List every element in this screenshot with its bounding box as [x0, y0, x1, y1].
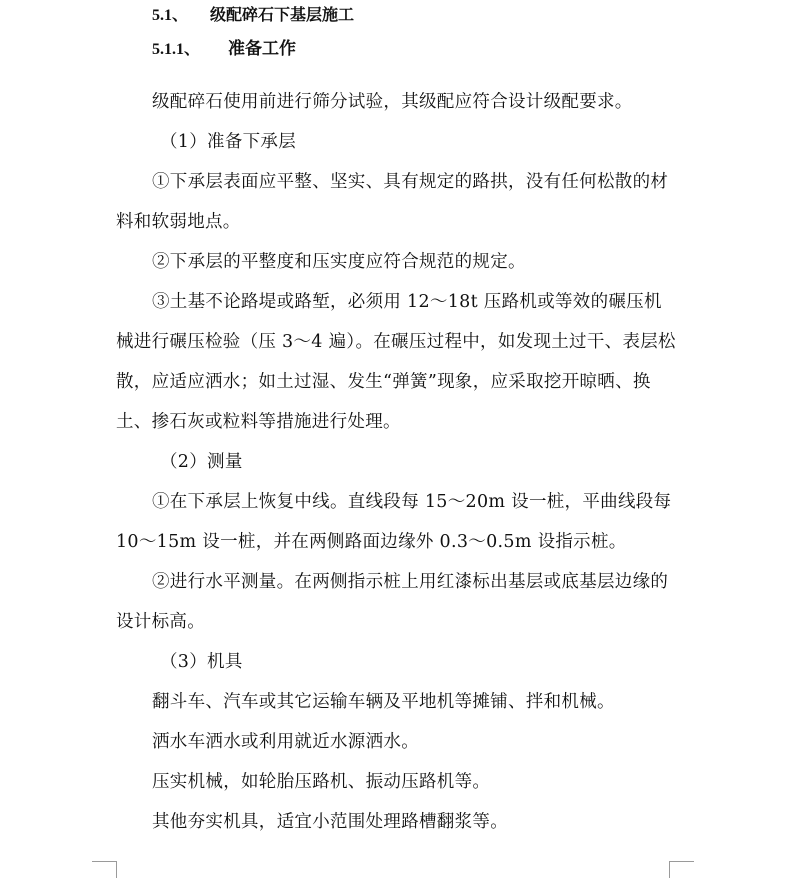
- page-corner-mark-left: [92, 861, 117, 878]
- paragraph-base-surface: ①下承层表面应平整、坚实、具有规定的路拱，没有任何松散的材料和软弱地点。: [116, 172, 669, 232]
- paragraph-intro: 级配碎石使用前进行筛分试验，其级配应符合设计级配要求。: [152, 92, 633, 112]
- paragraph-transport-machines: 翻斗车、汽车或其它运输车辆及平地机等摊铺、拌和机械。: [152, 692, 615, 712]
- document-body: [116, 82, 676, 842]
- paragraph-leveling: ②进行水平测量。在两侧指示桩上用红漆标出基层或底基层边缘的设计标高。: [116, 572, 669, 632]
- paragraph-subgrade-rolling: ③土基不论路堤或路堑，必须用 12～18t 压路机或等效的碾压机械进行碾压检验（压 3～4 遍）。在碾压过程中，如发现土过干、表层松散，应适应洒水；如土过湿、发生“弹簧”现象，应采取挖开晾晒、换土、掺石灰或粒料等措施进行处理。: [116, 292, 676, 432]
- paragraph-base-flatness: ②下承层的平整度和压实度应符合规范的规定。: [152, 252, 526, 272]
- subsection-heading: [152, 37, 296, 62]
- section-heading: [152, 5, 354, 27]
- subheading-prepare-base: （1）准备下承层: [160, 132, 297, 152]
- paragraph-watering: 洒水车洒水或利用就近水源洒水。: [152, 732, 419, 752]
- section-title: 级配碎石下基层施工: [210, 7, 355, 24]
- subheading-survey: （2）测量: [160, 452, 243, 472]
- subsection-title: 准备工作: [228, 39, 296, 58]
- subheading-machinery: （3）机具: [160, 652, 243, 672]
- paragraph-centerline: ①在下承层上恢复中线。直线段每 15～20m 设一桩，平曲线段每 10～15m 设一桩，并在两侧路面边缘外 0.3～0.5m 设指示桩。: [116, 492, 672, 552]
- paragraph-tamping-tools: 其他夯实机具，适宜小范围处理路槽翻浆等。: [152, 812, 508, 832]
- page-corner-mark-right: [669, 861, 694, 878]
- section-number: 5.1、: [152, 7, 189, 24]
- subsection-number: 5.1.1、: [152, 41, 201, 58]
- paragraph-compaction-machines: 压实机械，如轮胎压路机、振动压路机等。: [152, 772, 491, 792]
